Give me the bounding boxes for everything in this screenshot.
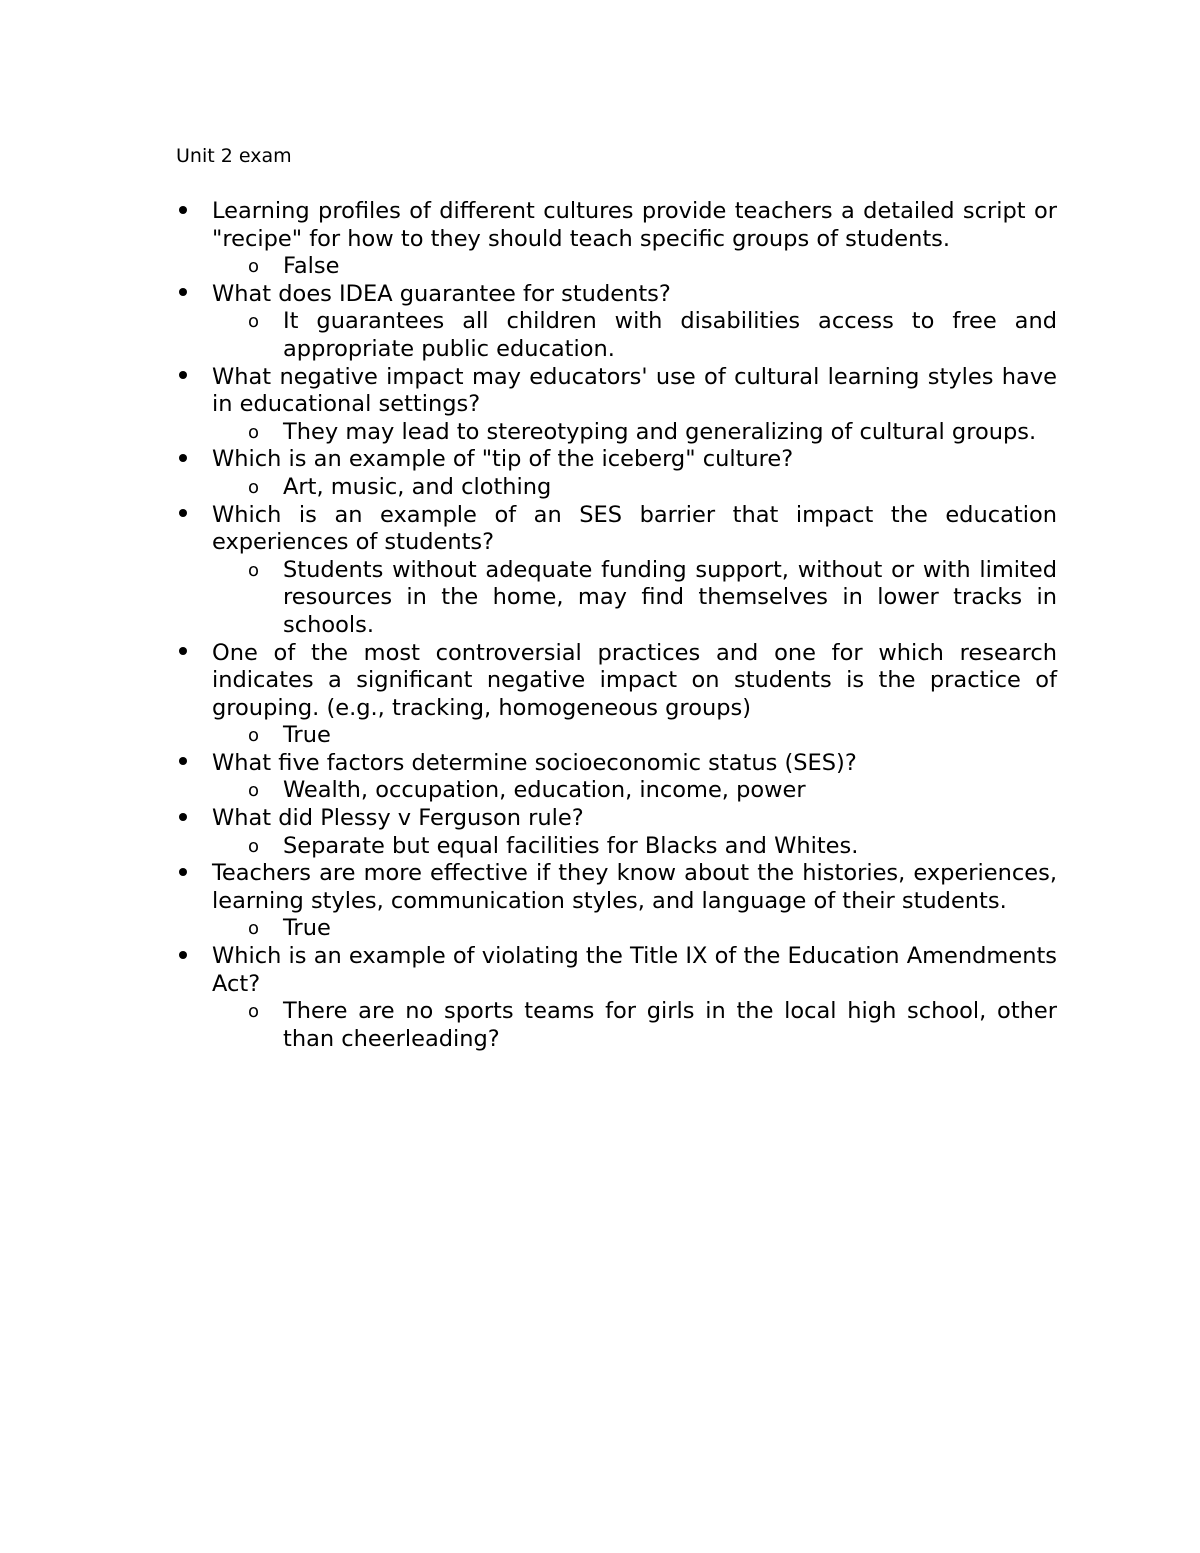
question-text: Which is an example of "tip of the iceberg" culture? (212, 446, 794, 473)
bullet-icon (176, 750, 190, 778)
question-text: What negative impact may educators' use of cultural learning styles have in educational settings? (212, 363, 1057, 418)
answer-marker: o (248, 311, 260, 333)
answer-text: Art, music, and clothing (283, 473, 552, 500)
answer-item (248, 998, 1057, 1053)
question-list (212, 198, 1057, 1053)
question-item (212, 640, 1057, 750)
question-text: Which is an example of violating the Title IX of the Education Amendments Act? (212, 943, 1057, 997)
answer-text: True (283, 722, 331, 749)
bullet-icon (176, 943, 190, 971)
answer-text: Separate but equal facilities for Blacks and Whites. (283, 832, 859, 859)
question-item (212, 805, 1057, 860)
question-item (212, 943, 1057, 1053)
answer-text: True (283, 915, 331, 942)
answer-text: Wealth, occupation, education, income, power (283, 777, 806, 804)
answer-marker: o (248, 421, 260, 443)
answer-marker: o (248, 835, 260, 857)
bullet-icon (176, 640, 190, 668)
question-text: What does IDEA guarantee for students? (212, 280, 671, 307)
answer-item (248, 556, 1057, 640)
answer-text: False (283, 253, 340, 280)
bullet-icon (176, 805, 190, 833)
answer-item (248, 473, 1057, 502)
answer-marker: o (248, 1001, 260, 1023)
question-item (212, 860, 1057, 943)
answer-item (248, 418, 1057, 447)
bullet-icon (176, 502, 190, 530)
bullet-icon (176, 446, 190, 474)
bullet-icon (176, 281, 190, 309)
question-text: One of the most controversial practices and one for which research indicates a significant negative impact on students is the practice of grouping. (e.g., tracking, homogeneous groups) (212, 639, 1057, 721)
question-text: What five factors determine socioeconomic status (SES)? (212, 749, 857, 776)
answer-marker: o (248, 725, 260, 747)
answer-text: There are no sports teams for girls in the local high school, other than cheerleading? (283, 998, 1057, 1052)
answer-marker: o (248, 780, 260, 802)
answer-text: Students without adequate funding support, without or with limited resources in the home, may find themselves in lower tracks in schools. (283, 556, 1057, 638)
answer-item (248, 915, 1057, 943)
answer-marker: o (248, 918, 260, 940)
answer-marker: o (248, 256, 260, 278)
answer-item (248, 308, 1057, 363)
question-text: Which is an example of an SES barrier that impact the education experiences of students? (212, 501, 1057, 556)
answer-item (248, 832, 1057, 861)
answer-marker: o (248, 559, 260, 581)
question-item (212, 446, 1057, 501)
bullet-icon (176, 364, 190, 392)
question-text: What did Plessy v Ferguson rule? (212, 805, 584, 832)
bullet-icon (176, 198, 190, 226)
answer-marker: o (248, 476, 260, 498)
question-item (212, 502, 1057, 640)
bullet-icon (176, 860, 190, 888)
question-item (212, 750, 1057, 805)
question-item (212, 281, 1057, 364)
question-item (212, 198, 1057, 281)
document-title: Unit 2 exam (176, 145, 292, 167)
answer-item (248, 722, 1057, 750)
question-text: Learning profiles of different cultures provide teachers a detailed script or "recipe" for how to they should teach specific groups of students. (212, 198, 1057, 252)
answer-text: They may lead to stereotyping and generalizing of cultural groups. (283, 418, 1037, 445)
answer-item (248, 777, 1057, 805)
answer-text: It guarantees all children with disabilities access to free and appropriate public education. (283, 308, 1057, 362)
question-text: Teachers are more effective if they know about the histories, experiences, learning styles, communication styles, and language of their students. (212, 860, 1057, 914)
question-item (212, 364, 1057, 447)
answer-item (248, 253, 1057, 281)
